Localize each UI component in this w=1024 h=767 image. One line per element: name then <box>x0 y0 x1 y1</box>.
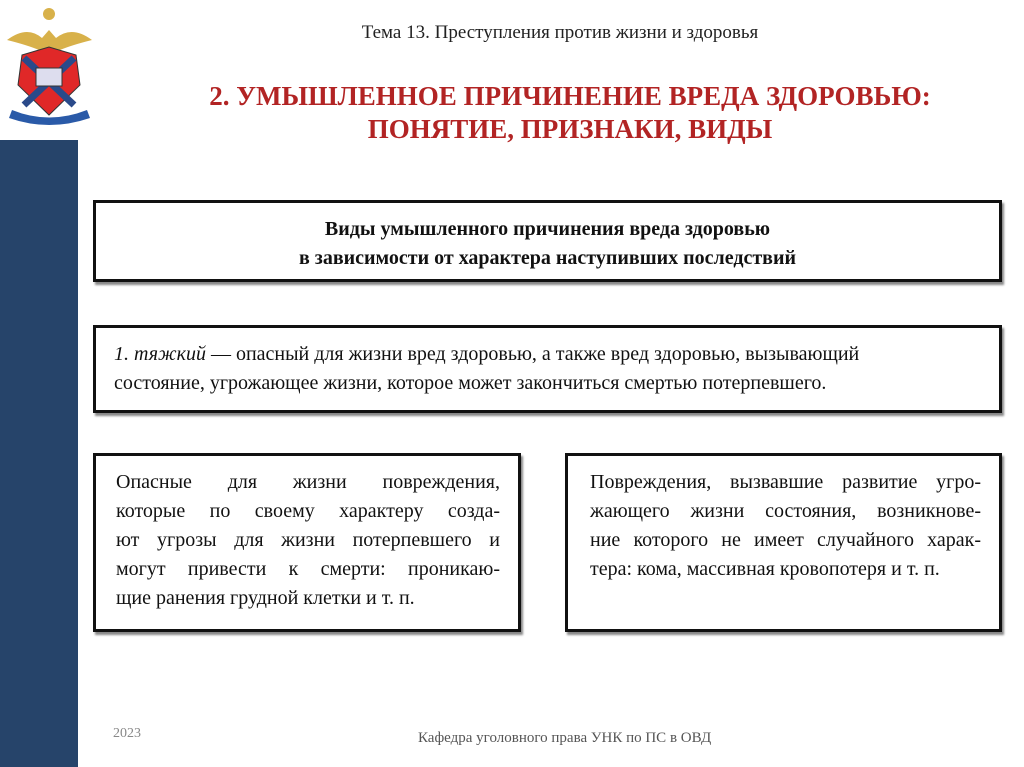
heading-line: в зависимости от характера наступивших последствий <box>298 247 797 269</box>
footer-year: 2023 <box>113 726 141 741</box>
text-line: которые по своему характеру созда- <box>116 500 500 522</box>
text-line: жающего жизни состояния, возникнове- <box>590 500 981 522</box>
title-line: 2. УМЫШЛЕННОЕ ПРИЧИНЕНИЕ ВРЕДА ЗДОРОВЬЮ: <box>209 81 931 111</box>
text-line: щие ранения грудной клетки и т. п. <box>116 587 415 609</box>
classification-heading-box <box>93 200 1002 282</box>
slide-title <box>130 80 1010 146</box>
text-line: ние которого не имеет случайного харак- <box>590 529 981 551</box>
text-line: Повреждения, вызвавшие развитие угро- <box>590 471 981 493</box>
definition-box <box>93 325 1002 413</box>
heading-line: Виды умышленного причинения вреда здоровью <box>324 218 771 240</box>
definition-term: 1. тяжкий <box>114 343 206 365</box>
sidebar-band <box>0 140 78 767</box>
emblem-logo <box>2 0 97 130</box>
text-line: могут привести к смерти: проникаю- <box>116 558 500 580</box>
definition-text: — опасный для жизни вред здоровью, а также вред здоровью, вызывающий <box>205 343 860 365</box>
text-line: ют угрозы для жизни потерпевшего и <box>116 529 500 551</box>
footer-department: Кафедра уголовного права УНК по ПС в ОВД <box>418 730 712 746</box>
life-threatening-condition-box <box>565 453 1002 632</box>
text-line: тера: кома, массивная кровопотеря и т. п. <box>590 558 940 580</box>
definition-text: состояние, угрожающее жизни, которое может закончиться смертью потерпевшего. <box>114 372 827 394</box>
text-line: Опасные для жизни повреждения, <box>116 471 500 493</box>
life-threatening-injuries-box <box>93 453 521 632</box>
topic-heading: Тема 13. Преступления против жизни и здоровья <box>361 22 759 43</box>
title-line: ПОНЯТИЕ, ПРИЗНАКИ, ВИДЫ <box>367 114 773 144</box>
